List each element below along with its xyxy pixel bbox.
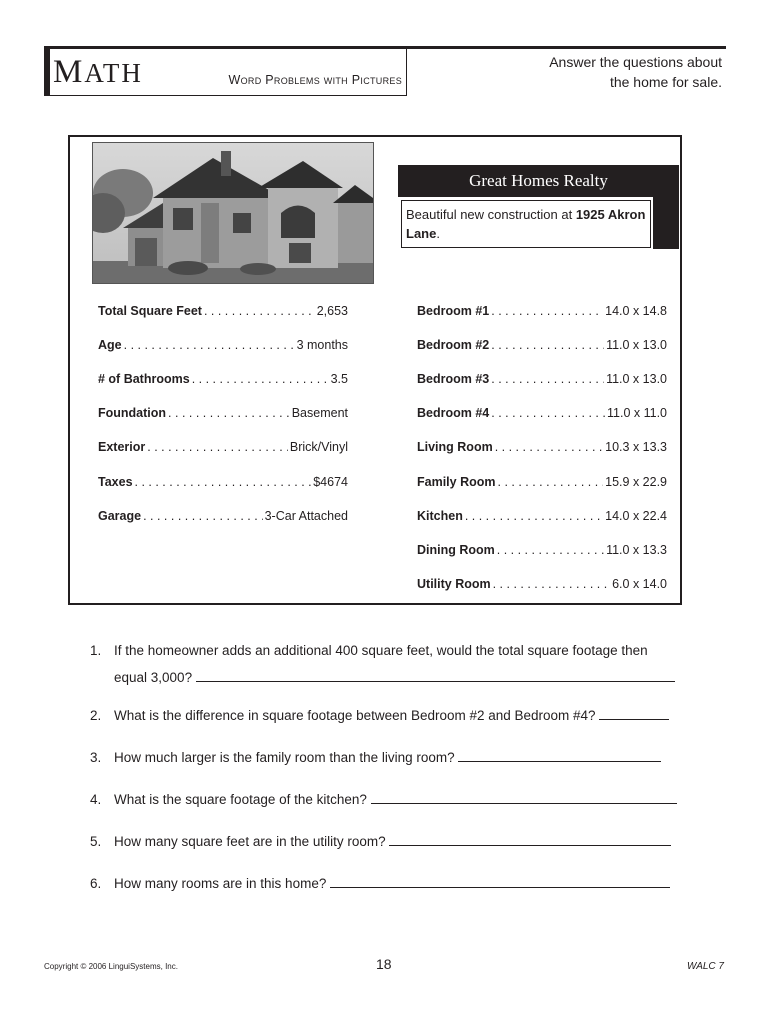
spec-dining-room: Dining Room . . . 11.0 x 13.3 (417, 541, 667, 559)
instructions: Answer the questions about the home for sale. (549, 54, 722, 90)
realty-name: Great Homes Realty (469, 171, 608, 190)
answer-line-3[interactable] (458, 747, 661, 762)
spec-foundation: Foundation . . . Basement (98, 404, 348, 422)
question-3: 3. How much larger is the family room than the living room? (90, 744, 682, 771)
subject-subtitle: Word Problems with Pictures (228, 73, 402, 87)
spec-exterior: Exterior . . . Brick/Vinyl (98, 438, 348, 456)
spec-bathrooms: # of Bathrooms . . . 3.5 (98, 370, 348, 388)
spec-bedroom-4: Bedroom #4 . . . 11.0 x 11.0 (417, 404, 667, 422)
house-photo (92, 142, 374, 284)
subject-box (44, 49, 407, 96)
spec-taxes: Taxes . . . $4674 (98, 473, 348, 491)
question-1: 1. If the homeowner adds an additional 400 square feet, would the total square footage then equal 3,000? (90, 637, 682, 691)
spec-kitchen: Kitchen . . . 14.0 x 22.4 (417, 507, 667, 525)
question-6: 6. How many rooms are in this home? (90, 870, 682, 897)
spec-bedroom-2: Bedroom #2 . . . 11.0 x 13.0 (417, 336, 667, 354)
answer-line-2[interactable] (599, 705, 669, 720)
spec-bedroom-1: Bedroom #1 . . . 14.0 x 14.8 (417, 302, 667, 320)
spec-bedroom-3: Bedroom #3 . . . 11.0 x 13.0 (417, 370, 667, 388)
spec-family-room: Family Room . . . 15.9 x 22.9 (417, 473, 667, 491)
realty-banner (398, 165, 679, 197)
book-code: WALC 7 (686, 961, 724, 972)
spec-age: Age . . . 3 months (98, 336, 348, 354)
banner-tail (653, 197, 679, 249)
question-4: 4. What is the square footage of the kitchen? (90, 786, 682, 813)
subject-title: MATH (53, 54, 143, 90)
spec-garage: Garage . . . 3-Car Attached (98, 507, 348, 525)
page-number: 18 (376, 956, 392, 972)
listing-blurb: Beautiful new construction at 1925 Akron Lane. (401, 200, 651, 248)
answer-line-5[interactable] (389, 831, 671, 846)
spec-living-room: Living Room . . . 10.3 x 13.3 (417, 438, 667, 456)
answer-line-4[interactable] (371, 789, 677, 804)
copyright: Copyright © 2006 LinguiSystems, Inc. (44, 962, 178, 971)
spec-utility-room: Utility Room . . . 6.0 x 14.0 (417, 575, 667, 593)
answer-line-1[interactable] (196, 667, 675, 682)
home-listing (68, 135, 682, 605)
answer-line-6[interactable] (330, 873, 670, 888)
question-5: 5. How many square feet are in the utility room? (90, 828, 682, 855)
question-2: 2. What is the difference in square footage between Bedroom #2 and Bedroom #4? (90, 702, 682, 729)
spec-total-square-feet: Total Square Feet . . . 2,653 (98, 302, 348, 320)
